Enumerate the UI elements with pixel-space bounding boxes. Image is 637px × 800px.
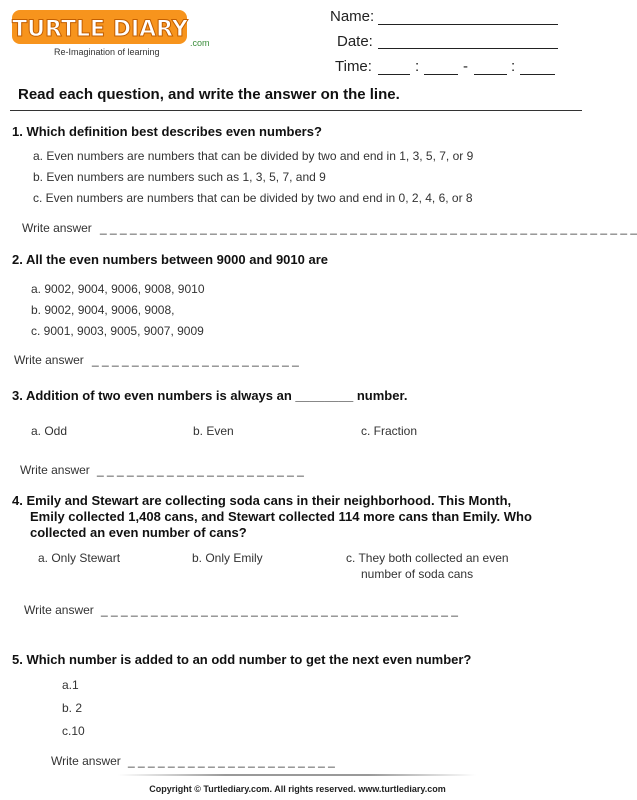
question-1: 1. Which definition best describes even numbers?	[12, 124, 322, 139]
date-label: Date:	[337, 33, 373, 50]
question-4-line-2: Emily collected 1,408 cans, and Stewart collected 114 more cans than Emily. Who	[30, 509, 532, 524]
q3-option-c: c. Fraction	[361, 424, 418, 438]
question-5: 5. Which number is added to an odd number to get the next even number?	[12, 652, 472, 667]
q4-option-c-continued: number of soda cans	[361, 567, 474, 581]
question-2: 2. All the even numbers between 9000 and 9010 are	[12, 252, 328, 267]
time-label: Time:	[335, 58, 372, 75]
q4-answer-line[interactable]: _ _ _ _ _ _ _ _ _ _ _ _ _ _ _ _ _ _ _ _ _ _ _ _ _ _ _ _ _ _ _ _ _ _ _ _	[101, 603, 458, 617]
q4-option-a: a. Only Stewart	[38, 551, 121, 565]
q5-option-c: c.10	[62, 724, 85, 738]
q2-option-a: a. 9002, 9004, 9006, 9008, 9010	[31, 282, 205, 296]
time-hour-field[interactable]	[378, 74, 410, 75]
q3-option-a: a. Odd	[31, 424, 68, 438]
logo-tld: .com	[190, 38, 210, 48]
time-colon-1: :	[415, 58, 420, 75]
question-3: 3. Addition of two even numbers is always an ________ number.	[12, 388, 408, 403]
footer-copyright: Copyright © Turtlediary.com. All rights reserved. www.turtlediary.com	[149, 784, 446, 794]
time-dash: -	[463, 58, 468, 75]
q5-option-a: a.1	[62, 678, 79, 692]
q2-option-b: b. 9002, 9004, 9006, 9008,	[31, 303, 175, 317]
q1-write-answer-label: Write answer	[22, 221, 92, 235]
name-label: Name:	[330, 8, 375, 25]
q1-option-a: a. Even numbers are numbers that can be divided by two and end in 1, 3, 5, 7, or 9	[33, 149, 474, 163]
q5-write-answer-label: Write answer	[51, 754, 121, 768]
q4-write-answer-label: Write answer	[24, 603, 94, 617]
tagline: Re-Imagination of learning	[54, 47, 160, 57]
q1-answer-line[interactable]: _ _ _ _ _ _ _ _ _ _ _ _ _ _ _ _ _ _ _ _ _ _ _ _ _ _ _ _ _ _ _ _ _ _ _ _ _ _ _ _ _ _ _ _ _ _ _ _ _ _ _ _ _ _	[100, 221, 637, 235]
q3-write-answer-label: Write answer	[20, 463, 90, 477]
question-4-line-1: 4. Emily and Stewart are collecting soda cans in their neighborhood. This Month,	[12, 493, 512, 508]
q5-option-b: b. 2	[62, 701, 83, 715]
time-minute-field[interactable]	[424, 74, 458, 75]
q2-option-c: c. 9001, 9003, 9005, 9007, 9009	[31, 324, 204, 338]
footer-divider	[118, 774, 476, 776]
q3-answer-line[interactable]: _ _ _ _ _ _ _ _ _ _ _ _ _ _ _ _ _ _ _ _ _	[97, 463, 304, 477]
question-4-line-3: collected an even number of cans?	[30, 525, 247, 540]
q3-option-b: b. Even	[193, 424, 234, 438]
q1-option-c: c. Even numbers are numbers that can be divided by two and end in 0, 2, 4, 6, or 8	[33, 191, 473, 205]
time-hour-end-field[interactable]	[474, 74, 507, 75]
q4-option-b: b. Only Emily	[192, 551, 263, 565]
time-colon-2: :	[511, 58, 516, 75]
q2-answer-line[interactable]: _ _ _ _ _ _ _ _ _ _ _ _ _ _ _ _ _ _ _ _ _	[92, 353, 299, 367]
q4-option-c: c. They both collected an even	[346, 551, 509, 565]
logo-text: TURTLE DIARY	[12, 17, 188, 42]
name-field[interactable]	[378, 24, 558, 25]
date-field[interactable]	[378, 48, 558, 49]
time-minute-end-field[interactable]	[520, 74, 555, 75]
divider	[10, 110, 582, 111]
instructions: Read each question, and write the answer on the line.	[18, 86, 400, 103]
q2-write-answer-label: Write answer	[14, 353, 84, 367]
q1-option-b: b. Even numbers are numbers such as 1, 3, 5, 7, and 9	[33, 170, 326, 184]
q5-answer-line[interactable]: _ _ _ _ _ _ _ _ _ _ _ _ _ _ _ _ _ _ _ _ _	[128, 754, 335, 768]
